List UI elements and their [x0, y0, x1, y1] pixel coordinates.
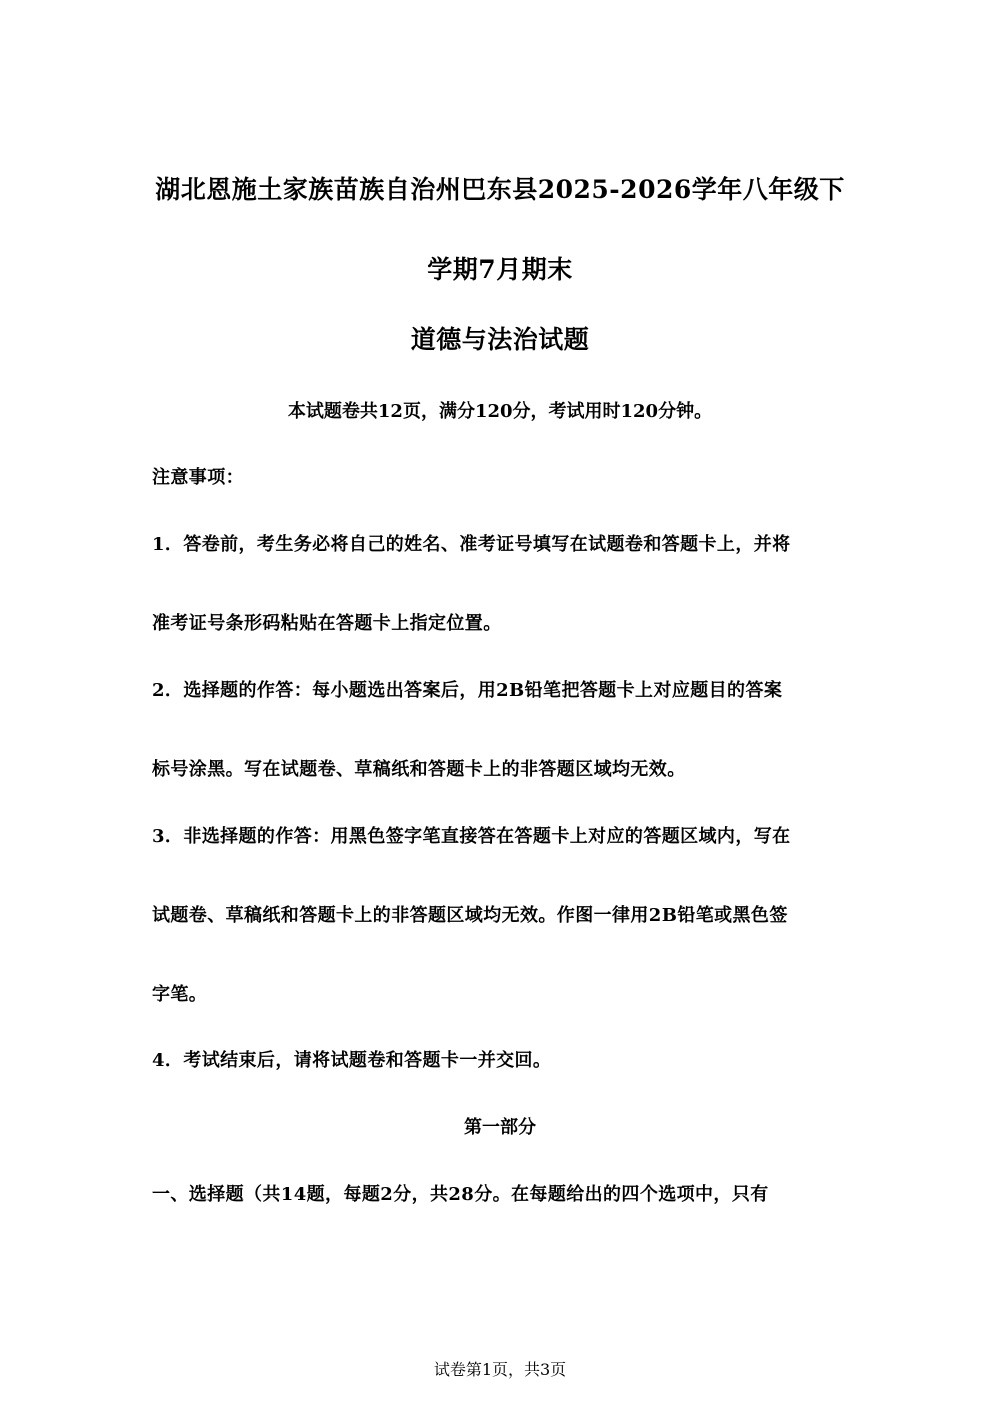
notice-heading: 注意事项： [152, 467, 244, 488]
notice-line: 试题卷、草稿纸和答题卡上的非答题区域均无效。作图一律用2B铅笔或黑色签 [152, 905, 788, 926]
notice-line: 2．选择题的作答：每小题选出答案后，用2B铅笔把答题卡上对应题目的答案 [152, 680, 783, 701]
notice-line: 准考证号条形码粘贴在答题卡上指定位置。 [152, 613, 502, 634]
notice-line: 字笔。 [152, 984, 208, 1005]
subject-title: 道德与法治试题 [410, 325, 590, 354]
notice-line: 1．答卷前，考生务必将自己的姓名、准考证号填写在试题卷和答题卡上，并将 [152, 534, 791, 555]
notice-line: 标号涂黑。写在试题卷、草稿纸和答题卡上的非答题区域均无效。 [152, 759, 686, 780]
section-heading: 一、选择题（共14题，每题2分，共28分。在每题给出的四个选项中，只有 [152, 1184, 769, 1205]
part-heading: 第一部分 [464, 1117, 536, 1138]
exam-title-line-1: 湖北恩施土家族苗族自治州巴东县2025-2026学年八年级下 [155, 175, 845, 204]
exam-title-line-2: 学期7月期末 [427, 255, 573, 284]
page-footer: 试卷第1页，共3页 [433, 1360, 567, 1379]
notice-line: 3．非选择题的作答：用黑色签字笔直接答在答题卡上对应的答题区域内，写在 [152, 826, 791, 847]
exam-info: 本试题卷共12页，满分120分，考试用时120分钟。 [287, 401, 713, 422]
notice-line: 4．考试结束后，请将试题卷和答题卡一并交回。 [152, 1050, 552, 1071]
